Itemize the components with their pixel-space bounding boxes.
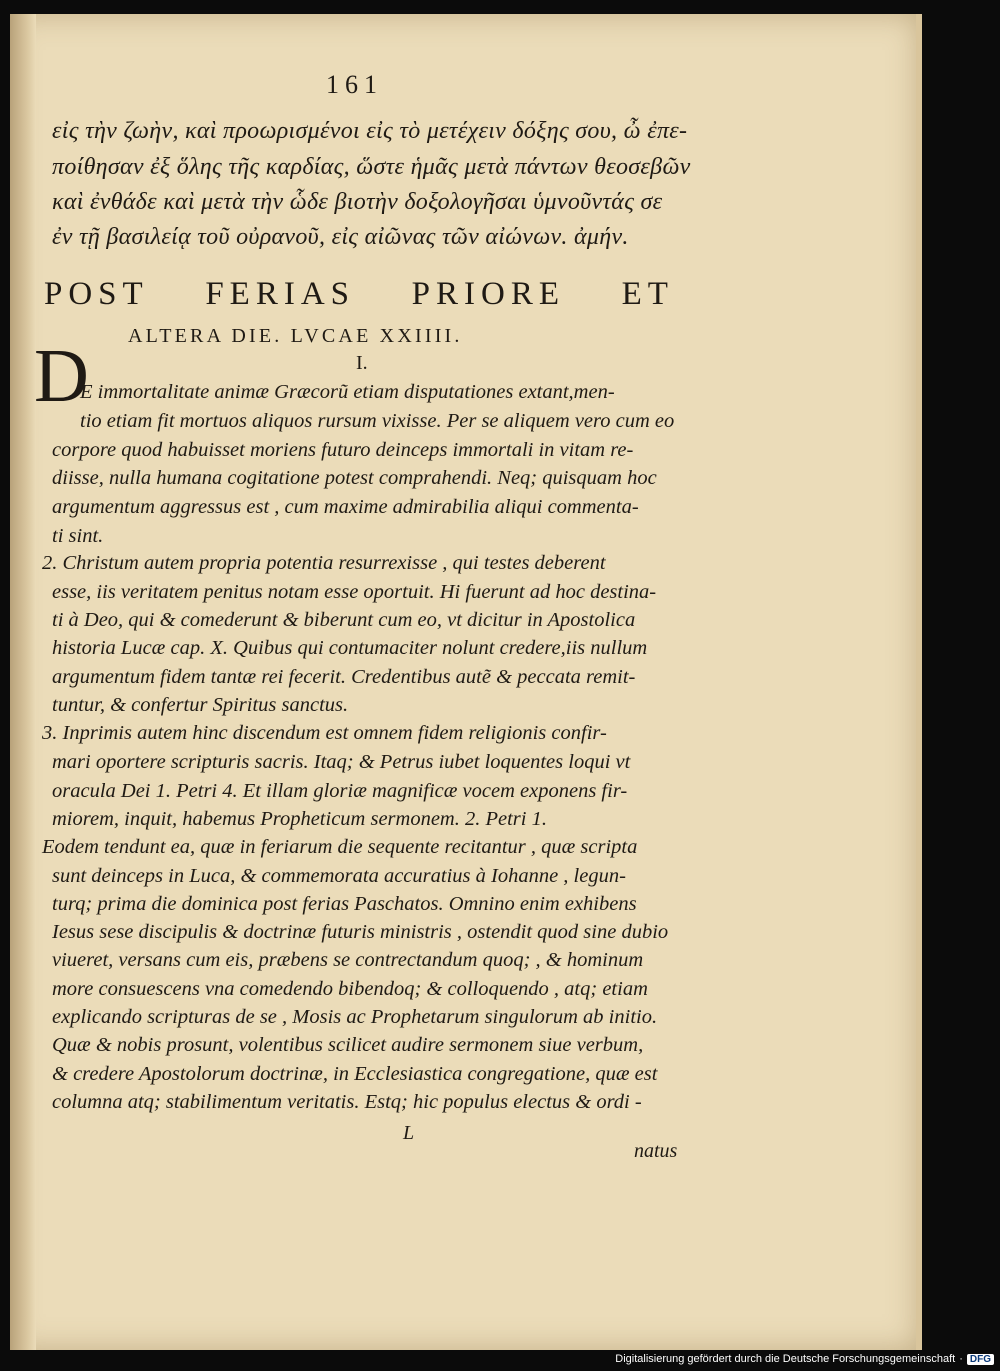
body-line: diisse, nulla humana cogitatione potest comprahendi. Neq; quisquam hoc <box>52 467 657 489</box>
body-line: argumentum aggressus est , cum maxime admirabilia aliqui commenta- <box>52 496 639 518</box>
heading-word: ET <box>621 276 674 312</box>
page-number: 161 <box>326 70 383 99</box>
signature-mark: L <box>403 1122 415 1144</box>
heading-word: FERIAS <box>205 276 356 312</box>
body-line: columna atq; stabilimentum veritatis. Estq; hic populus electus & ordi - <box>52 1091 642 1113</box>
body-line: Iesus sese discipulis & doctrinæ futuris ministris , ostendit quod sine dubio <box>52 921 669 943</box>
body-line: ti sint. <box>52 525 104 547</box>
footer-text: Digitalisierung gefördert durch die Deutsche Forschungsgemeinschaft <box>615 1353 956 1365</box>
body-line: 3. Inprimis autem hinc discendum est omnem fidem religionis confir- <box>42 722 607 744</box>
heading-line-1 <box>44 276 674 313</box>
body-line: historia Lucæ cap. X. Quibus qui contumaciter nolunt credere,iis nullum <box>52 637 648 659</box>
body-line: mari oportere scripturis sacris. Itaq; & Petrus iubet loquentes loqui vt <box>52 751 631 773</box>
section-number: I. <box>356 352 368 374</box>
body-line: Quæ & nobis prosunt, volentibus scilicet audire sermonem siue verbum, <box>52 1034 644 1056</box>
body-line: tio etiam fit mortuos aliquos rursum vixisse. Per se aliquem vero cum eo <box>80 410 675 432</box>
heading-word: PRIORE <box>411 276 566 312</box>
body-line: explicando scripturas de se , Mosis ac Prophetarum singulorum ab initio. <box>52 1006 658 1028</box>
greek-line: ποίθησαν ἐξ ὅλης τῆς καρδίας, ὥστε ἡμᾶς μετὰ πάντων θεοσεβῶν <box>52 154 691 180</box>
body-line: 2. Christum autem propria potentia resurrexisse , qui testes deberent <box>42 552 606 574</box>
body-line: tuntur, & confertur Spiritus sanctus. <box>52 694 349 716</box>
body-line: turq; prima die dominica post ferias Paschatos. Omnino enim exhibens <box>52 893 637 915</box>
body-line: & credere Apostolorum doctrinæ, in Ecclesiastica congregatione, quæ est <box>52 1063 658 1085</box>
drop-cap: D <box>34 334 89 418</box>
body-line: miorem, inquit, habemus Propheticum sermonem. 2. Petri 1. <box>52 808 547 830</box>
catchword: natus <box>634 1140 678 1162</box>
greek-line: καὶ ἐνθάδε καὶ μετὰ τὴν ὧδε βιοτὴν δοξολογῆσαι ὑμνοῦντάς σε <box>52 189 663 215</box>
body-line: E immortalitate animæ Græcorũ etiam disputationes extant,men- <box>80 381 615 403</box>
body-line: esse, iis veritatem penitus notam esse oportuit. Hi fuerunt ad hoc destina- <box>52 581 657 603</box>
greek-line: ἐν τῇ βασιλείᾳ τοῦ οὐρανοῦ, εἰς αἰῶνας τῶν αἰώνων. ἀμήν. <box>52 224 629 250</box>
body-line: oracula Dei 1. Petri 4. Et illam gloriæ magnificæ vocem exponens fir- <box>52 780 628 802</box>
body-line: corpore quod habuisset moriens futuro deinceps immortali in vitam re- <box>52 439 634 461</box>
body-line: viueret, versans cum eis, præbens se contrectandum quoq; , & hominum <box>52 949 644 971</box>
digitization-footer <box>615 1353 994 1365</box>
greek-line: εἰς τὴν ζωὴν, καὶ προωρισμένοι εἰς τὸ μετέχειν δόξης σου, ὦ ἐπε- <box>52 118 688 144</box>
book-page <box>10 14 918 1350</box>
dfg-logo: DFG <box>967 1354 994 1365</box>
heading-word: POST <box>44 276 149 312</box>
body-line: sunt deinceps in Luca, & commemorata accuratius à Iohanne , legun- <box>52 865 626 887</box>
body-line: Eodem tendunt ea, quæ in feriarum die sequente recitantur , quæ scripta <box>42 836 638 858</box>
page-text <box>10 14 918 1350</box>
body-line: ti à Deo, qui & comederunt & biberunt cum eo, vt dicitur in Apostolica <box>52 609 636 631</box>
body-line: more consuescens vna comedendo bibendoq; & colloquendo , atq; etiam <box>52 978 648 1000</box>
heading-line-2: ALTERA DIE. LVCAE XXIIII. <box>128 325 463 347</box>
footer-separator: · <box>959 1353 963 1365</box>
body-line: argumentum fidem tantæ rei fecerit. Credentibus autẽ & peccata remit- <box>52 666 636 688</box>
